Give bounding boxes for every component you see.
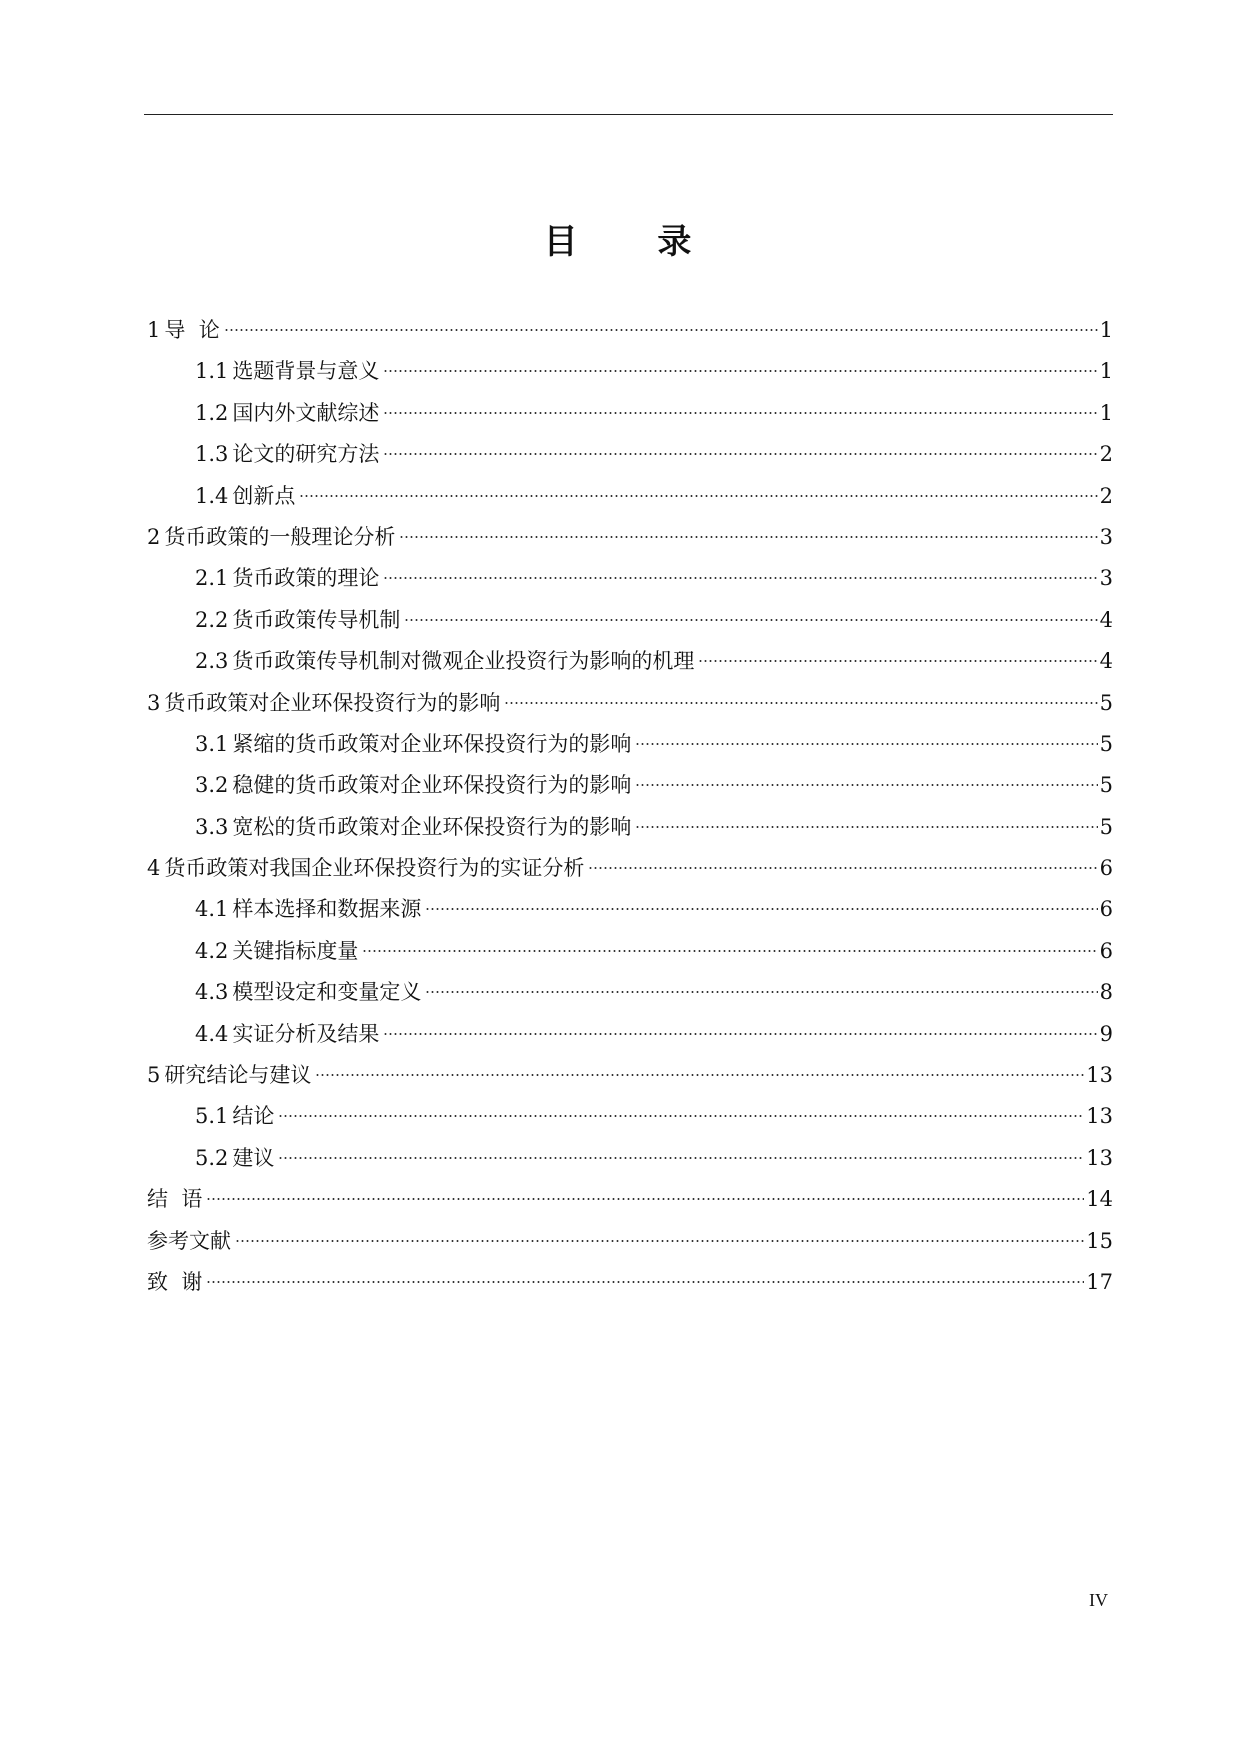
toc-entry-page: 8 bbox=[1099, 980, 1113, 1005]
toc-entry[interactable] bbox=[147, 310, 1113, 351]
toc-leader-dots bbox=[383, 1033, 1097, 1035]
toc-entry-text: 参考文献 bbox=[147, 1228, 231, 1253]
toc-entry-page: 2 bbox=[1099, 442, 1113, 467]
toc-leader-dots bbox=[383, 412, 1097, 414]
toc-entry-page: 5 bbox=[1099, 814, 1113, 839]
toc-leader-dots bbox=[206, 1198, 1084, 1200]
toc-entry-number: 2.1 bbox=[195, 566, 229, 591]
toc-entry[interactable] bbox=[147, 931, 1113, 972]
toc-entry-number: 5 bbox=[147, 1063, 161, 1088]
toc-entry-text: 选题背景与意义 bbox=[232, 359, 380, 384]
toc-entry-label bbox=[195, 724, 631, 765]
toc-leader-dots bbox=[206, 1281, 1084, 1283]
toc-leader-dots bbox=[635, 826, 1097, 828]
toc-entry-label bbox=[195, 558, 379, 599]
toc-entry-page: 14 bbox=[1086, 1187, 1113, 1212]
toc-entry-text: 模型设定和变量定义 bbox=[232, 980, 422, 1005]
toc-entry[interactable] bbox=[147, 765, 1113, 806]
toc-entry-label bbox=[195, 600, 400, 641]
toc-entry-label bbox=[195, 351, 379, 392]
toc-entry-text: 创新点 bbox=[232, 483, 296, 508]
toc-entry-page: 15 bbox=[1086, 1228, 1113, 1253]
toc-entry[interactable] bbox=[147, 1179, 1113, 1220]
toc-entry-label bbox=[195, 393, 379, 434]
toc-entry-page: 3 bbox=[1099, 566, 1113, 591]
toc-entry-number: 4 bbox=[147, 856, 161, 881]
page-number: IV bbox=[1089, 1590, 1108, 1610]
toc-entry-text: 国内外文献综述 bbox=[232, 400, 380, 425]
toc-leader-dots bbox=[504, 702, 1097, 704]
toc-entry[interactable] bbox=[147, 807, 1113, 848]
toc-entry[interactable] bbox=[147, 558, 1113, 599]
toc-entry-label bbox=[147, 310, 220, 351]
toc-entry[interactable] bbox=[147, 1014, 1113, 1055]
toc-entry[interactable] bbox=[147, 848, 1113, 889]
toc-entry[interactable] bbox=[147, 393, 1113, 434]
toc-entry-page: 1 bbox=[1099, 359, 1113, 384]
toc-entry-text: 研究结论与建议 bbox=[164, 1063, 312, 1088]
toc-entry-page: 13 bbox=[1086, 1145, 1113, 1170]
toc-entry-number: 4.2 bbox=[195, 938, 229, 963]
toc-entry-page: 4 bbox=[1099, 607, 1113, 632]
toc-entry[interactable] bbox=[147, 351, 1113, 392]
toc-entry-label bbox=[147, 1055, 311, 1096]
toc-entry-number: 4.1 bbox=[195, 897, 229, 922]
toc-entry-number: 4.4 bbox=[195, 1021, 229, 1046]
toc-entry-number: 2.2 bbox=[195, 607, 229, 632]
toc-entry-page: 2 bbox=[1099, 483, 1113, 508]
header-rule bbox=[144, 114, 1113, 115]
toc-entry-page: 1 bbox=[1099, 400, 1113, 425]
toc-entry-label bbox=[195, 972, 421, 1013]
toc-entry-number: 3.3 bbox=[195, 814, 229, 839]
toc-entry[interactable] bbox=[147, 1055, 1113, 1096]
toc-leader-dots bbox=[635, 743, 1097, 745]
toc-entry-text: 紧缩的货币政策对企业环保投资行为的影响 bbox=[232, 731, 632, 756]
toc-leader-dots bbox=[278, 1115, 1084, 1117]
toc-leader-dots bbox=[383, 453, 1097, 455]
toc-entry-page: 13 bbox=[1086, 1063, 1113, 1088]
toc-entry-text: 货币政策传导机制 bbox=[232, 607, 401, 632]
toc-entry-text: 导 论 bbox=[164, 318, 220, 342]
toc-entry-number: 1.4 bbox=[195, 483, 229, 508]
toc-entry[interactable] bbox=[147, 517, 1113, 558]
toc-entry-text: 宽松的货币政策对企业环保投资行为的影响 bbox=[232, 814, 632, 839]
toc-leader-dots bbox=[383, 370, 1097, 372]
toc-entry[interactable] bbox=[147, 1138, 1113, 1179]
toc-entry-page: 9 bbox=[1099, 1021, 1113, 1046]
toc-entry-number: 5.2 bbox=[195, 1145, 229, 1170]
toc-entry-label bbox=[195, 889, 421, 930]
toc-leader-dots bbox=[383, 577, 1097, 579]
toc-entry-number: 2.3 bbox=[195, 649, 229, 674]
toc-entry-number: 5.1 bbox=[195, 1104, 229, 1129]
toc-leader-dots bbox=[698, 660, 1097, 662]
toc-entry-page: 17 bbox=[1086, 1269, 1113, 1294]
toc-entry-text: 关键指标度量 bbox=[232, 938, 359, 963]
toc-entry-label bbox=[147, 1179, 202, 1220]
toc-entry[interactable] bbox=[147, 889, 1113, 930]
toc-entry-label bbox=[195, 807, 631, 848]
toc-entry-page: 1 bbox=[1099, 318, 1113, 342]
toc-leader-dots bbox=[425, 991, 1097, 993]
toc-entry-label bbox=[195, 765, 631, 806]
toc-leader-dots bbox=[278, 1157, 1084, 1159]
toc-leader-dots bbox=[588, 867, 1097, 869]
page-title: 目 录 bbox=[543, 222, 726, 262]
toc-entry-page: 5 bbox=[1099, 690, 1113, 715]
toc-entry-page: 13 bbox=[1086, 1104, 1113, 1129]
toc-leader-dots bbox=[299, 495, 1097, 497]
toc-entry-text: 货币政策的理论 bbox=[232, 566, 380, 591]
toc-entry-label bbox=[147, 1262, 202, 1303]
toc-entry[interactable] bbox=[147, 434, 1113, 475]
toc-entry-text: 致 谢 bbox=[147, 1269, 203, 1294]
toc-entry-page: 5 bbox=[1099, 773, 1113, 798]
toc-entry[interactable] bbox=[147, 683, 1113, 724]
toc-entry[interactable] bbox=[147, 1096, 1113, 1137]
toc-leader-dots bbox=[224, 329, 1098, 331]
toc-entry[interactable] bbox=[147, 1221, 1113, 1262]
toc-leader-dots bbox=[362, 950, 1097, 952]
toc-entry-number: 1 bbox=[147, 318, 161, 342]
toc-entry-number: 2 bbox=[147, 524, 161, 549]
table-of-contents bbox=[147, 310, 1113, 1303]
toc-entry-label bbox=[195, 931, 358, 972]
toc-entry-page: 4 bbox=[1099, 649, 1113, 674]
toc-entry-label bbox=[195, 641, 694, 682]
toc-entry-text: 货币政策对企业环保投资行为的影响 bbox=[164, 690, 501, 715]
toc-entry-text: 实证分析及结果 bbox=[232, 1021, 380, 1046]
toc-entry-page: 3 bbox=[1099, 524, 1113, 549]
toc-entry-text: 稳健的货币政策对企业环保投资行为的影响 bbox=[232, 773, 632, 798]
toc-entry-number: 3.1 bbox=[195, 731, 229, 756]
toc-entry-text: 货币政策传导机制对微观企业投资行为影响的机理 bbox=[232, 649, 695, 674]
toc-entry[interactable] bbox=[147, 476, 1113, 517]
toc-entry-number: 3 bbox=[147, 690, 161, 715]
toc-entry-label bbox=[195, 434, 379, 475]
toc-entry-label bbox=[195, 1096, 274, 1137]
toc-leader-dots bbox=[635, 784, 1097, 786]
toc-entry-text: 货币政策对我国企业环保投资行为的实证分析 bbox=[164, 856, 585, 881]
toc-entry-page: 6 bbox=[1099, 897, 1113, 922]
toc-entry-label bbox=[195, 476, 295, 517]
toc-entry-number: 3.2 bbox=[195, 773, 229, 798]
toc-entry-label bbox=[147, 1221, 231, 1262]
toc-entry-label bbox=[147, 683, 500, 724]
toc-entry[interactable] bbox=[147, 641, 1113, 682]
toc-entry-label bbox=[195, 1138, 274, 1179]
toc-entry-text: 结论 bbox=[232, 1104, 275, 1129]
toc-entry-text: 结 语 bbox=[147, 1187, 203, 1212]
toc-leader-dots bbox=[404, 619, 1097, 621]
toc-entry-text: 建议 bbox=[232, 1145, 275, 1170]
toc-entry-number: 4.3 bbox=[195, 980, 229, 1005]
toc-entry-label bbox=[195, 1014, 379, 1055]
toc-leader-dots bbox=[425, 908, 1097, 910]
toc-entry[interactable] bbox=[147, 600, 1113, 641]
toc-entry-text: 货币政策的一般理论分析 bbox=[164, 524, 396, 549]
toc-leader-dots bbox=[399, 536, 1097, 538]
toc-entry-label bbox=[147, 517, 395, 558]
toc-leader-dots bbox=[235, 1240, 1084, 1242]
toc-entry-text: 样本选择和数据来源 bbox=[232, 897, 422, 922]
toc-entry-text: 论文的研究方法 bbox=[232, 442, 380, 467]
toc-entry[interactable] bbox=[147, 724, 1113, 765]
toc-leader-dots bbox=[315, 1074, 1084, 1076]
toc-entry-number: 1.3 bbox=[195, 442, 229, 467]
toc-entry-number: 1.1 bbox=[195, 359, 229, 384]
toc-entry-number: 1.2 bbox=[195, 400, 229, 425]
toc-entry-page: 5 bbox=[1099, 731, 1113, 756]
toc-entry[interactable] bbox=[147, 1262, 1113, 1303]
toc-entry-page: 6 bbox=[1099, 856, 1113, 881]
toc-entry-page: 6 bbox=[1099, 938, 1113, 963]
toc-entry[interactable] bbox=[147, 972, 1113, 1013]
toc-entry-label bbox=[147, 848, 584, 889]
